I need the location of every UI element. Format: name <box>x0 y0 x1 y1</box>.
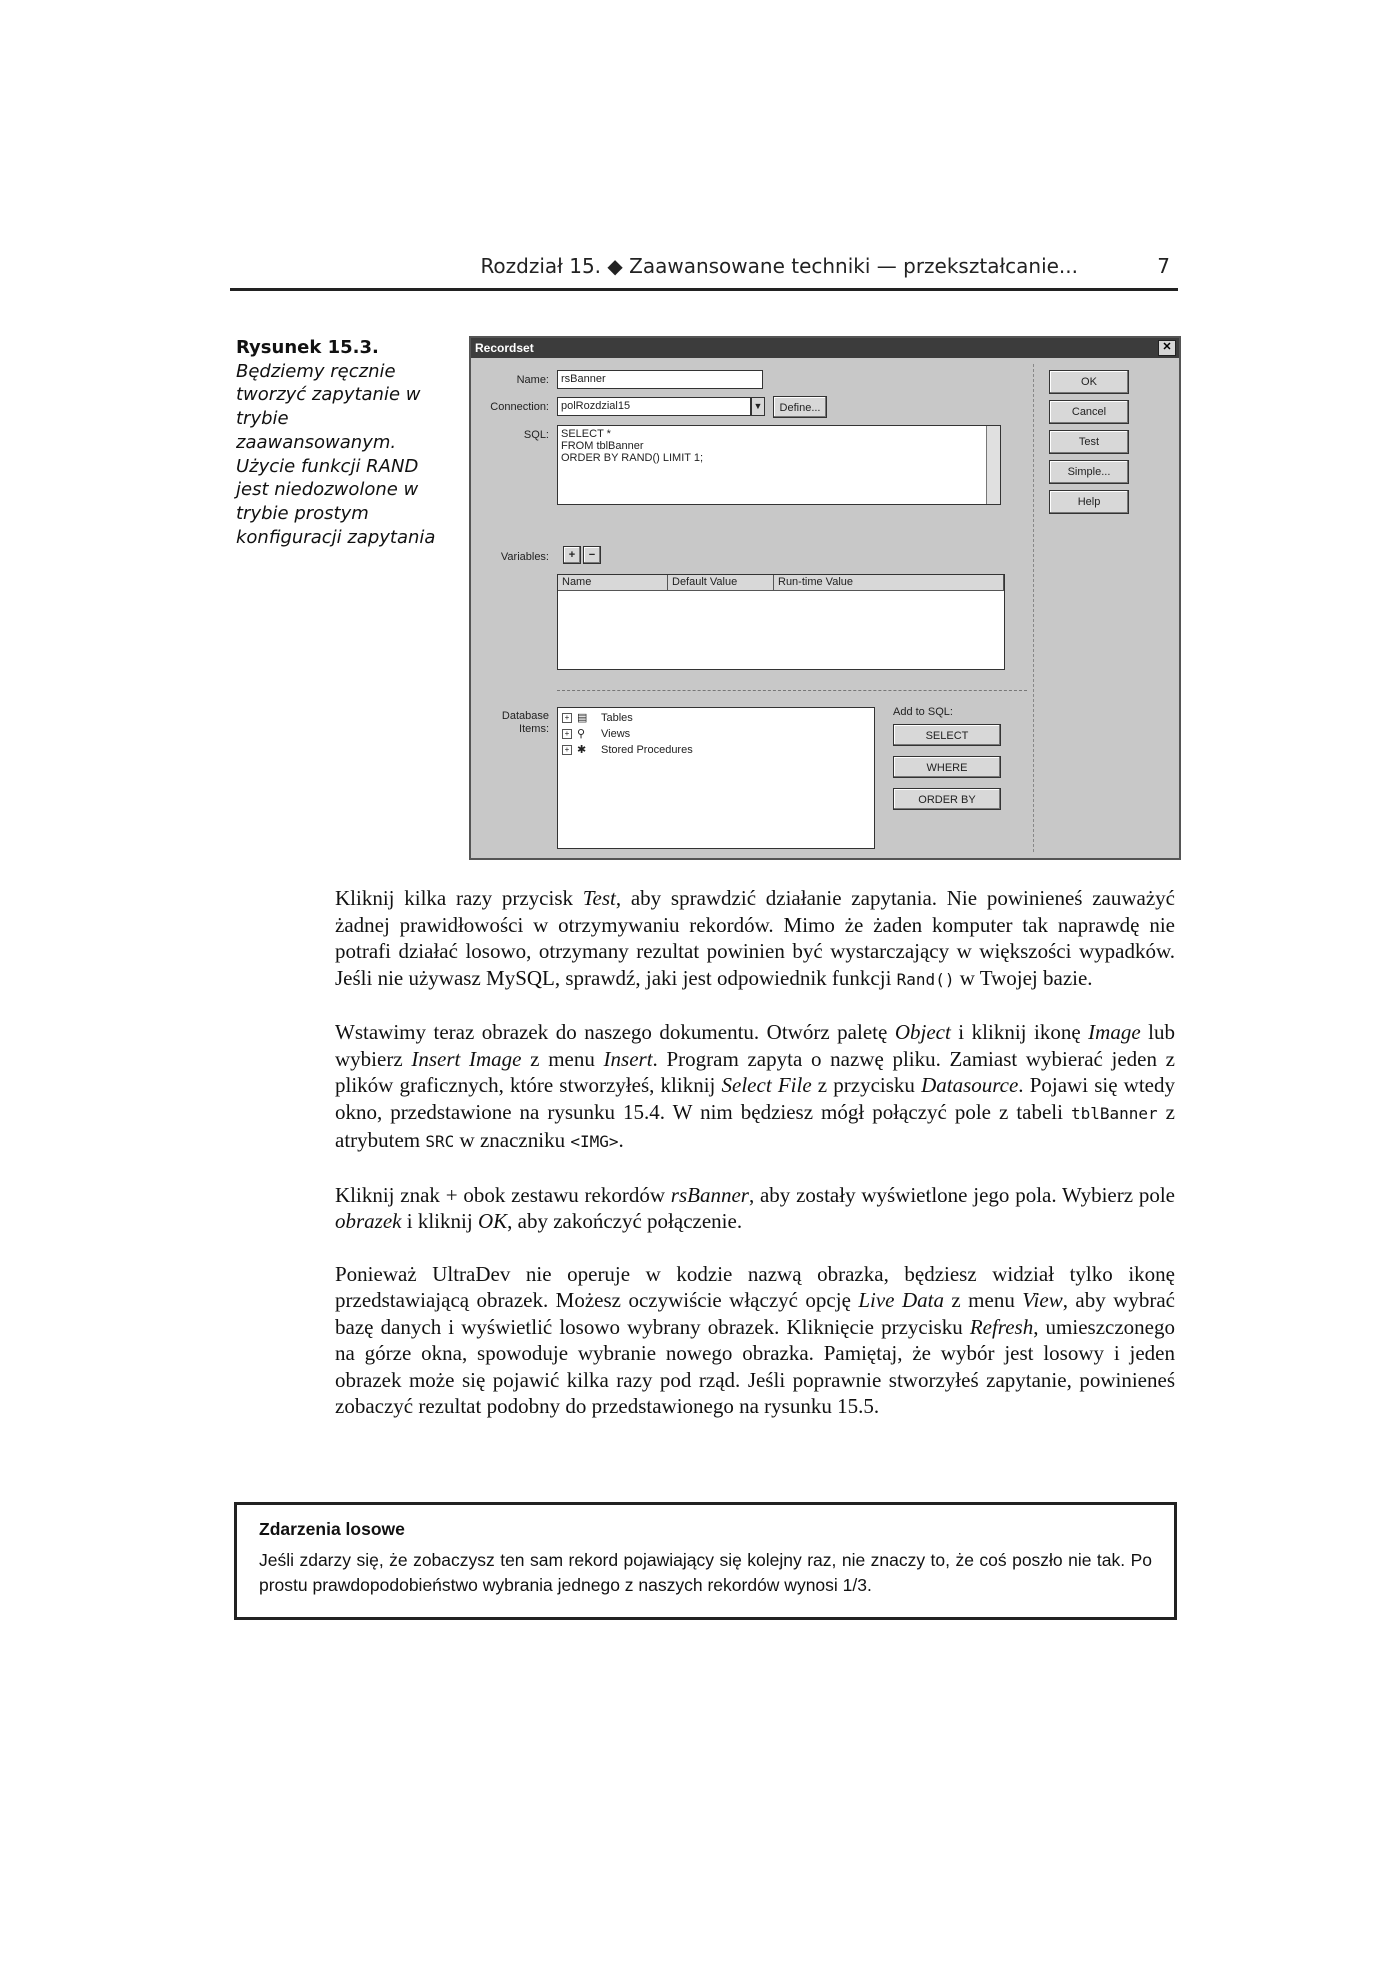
code-text: <IMG> <box>570 1132 619 1151</box>
column-header[interactable]: Run-time Value <box>774 575 1004 591</box>
connection-select[interactable]: polRozdzial15 <box>557 397 751 416</box>
emphasis-text: rsBanner <box>670 1182 749 1207</box>
tree-item-label: Tables <box>601 712 633 724</box>
recordset-dialog <box>469 336 1181 860</box>
note-box <box>234 1502 1177 1620</box>
emphasis-text: Object <box>894 1020 951 1044</box>
procedure-icon: ✱ <box>577 744 587 756</box>
text-run: lub wybierz <box>335 1020 1176 1071</box>
dialog-title: Recordset <box>475 341 534 355</box>
text-run: Kliknij kilka razy przycisk <box>335 886 583 910</box>
expand-icon[interactable]: + <box>562 729 572 739</box>
text-run: . <box>618 1128 624 1152</box>
connection-label: Connection: <box>490 401 549 413</box>
tree-item-label: Views <box>601 728 631 740</box>
emphasis-text: Live Data <box>858 1288 944 1312</box>
note-title: Zdarzenia losowe <box>259 1519 405 1539</box>
close-icon[interactable]: ✕ <box>1158 340 1176 356</box>
expand-icon[interactable]: + <box>562 713 572 723</box>
figure-label: Rysunek 15.3. <box>236 337 379 358</box>
simple-button[interactable]: Simple... <box>1049 460 1129 484</box>
ok-button[interactable]: OK <box>1049 370 1129 394</box>
text-run: . Pojawi się wtedy okno, przedstawione na rysunku 15.4. W nim będziesz mógł połączyć pole z tabeli <box>335 1073 1175 1124</box>
expand-icon[interactable]: + <box>562 745 572 755</box>
note-text: Jeśli zdarzy się, że zobaczysz ten sam rekord pojawiający się kolejny raz, nie znaczy to, że coś poszło nie tak. Po prostu prawdopodobieństwo wybrania jednego z naszych rekordów wynosi 1/3. <box>259 1550 1152 1595</box>
emphasis-text: Refresh <box>969 1314 1034 1339</box>
select-button[interactable]: SELECT <box>893 724 1001 746</box>
tree-item-label: Stored Procedures <box>601 744 693 756</box>
emphasis-text: Image <box>1088 1020 1141 1044</box>
figure-caption <box>236 336 436 549</box>
emphasis-text: Select File <box>721 1073 812 1097</box>
emphasis-text: OK <box>477 1209 508 1233</box>
emphasis-text: Insert Image <box>411 1046 522 1071</box>
body-text <box>335 885 1175 1446</box>
text-run: , aby zostały wyświetlone jego pola. Wybierz pole <box>748 1182 1175 1207</box>
tree-item-views[interactable] <box>562 727 630 741</box>
text-run: Kliknij znak + obok zestawu rekordów <box>335 1182 671 1207</box>
emphasis-text: View <box>1022 1288 1063 1312</box>
emphasis-text: Datasource <box>921 1073 1019 1097</box>
emphasis-text: Insert <box>603 1046 653 1071</box>
text-run: z przycisku <box>811 1073 922 1097</box>
variables-table[interactable] <box>557 574 1005 670</box>
where-button[interactable]: WHERE <box>893 756 1001 778</box>
table-icon: ▤ <box>577 712 588 724</box>
paragraph <box>335 1182 1175 1235</box>
paragraph <box>335 1019 1175 1156</box>
text-run: , aby wybrać bazę danych i wyświetlić losowo wybrany obrazek. Kliknięcie przycisku <box>335 1288 1175 1339</box>
name-label: Name: <box>516 374 549 386</box>
dialog-titlebar <box>471 338 1179 358</box>
paragraph <box>335 885 1175 993</box>
chevron-down-icon[interactable]: ▼ <box>751 397 765 416</box>
paragraph <box>335 1261 1175 1420</box>
view-icon: ⚲ <box>577 728 586 740</box>
page-number: 7 <box>1157 254 1170 278</box>
remove-variable-button[interactable]: − <box>583 546 601 564</box>
database-items-label: Database Items: <box>501 710 549 735</box>
column-header[interactable]: Name <box>558 575 668 591</box>
sql-scrollbar[interactable] <box>986 426 1000 504</box>
text-run: z atrybutem <box>335 1099 1175 1152</box>
chapter-title: Rozdział 15. ◆ Zaawansowane techniki — przekształcanie... <box>480 254 1078 278</box>
figure-caption-text: Będziemy ręcznie tworzyć zapytanie w trybie zaawansowanym. Użycie funkcji RAND jest niedozwolone w trybie prostym konfiguracji zapytania <box>236 360 436 548</box>
name-input[interactable]: rsBanner <box>557 370 763 389</box>
variables-label: Variables: <box>500 551 549 563</box>
text-run: , aby zakończyć połączenie. <box>507 1209 743 1233</box>
text-run: z menu <box>521 1046 604 1071</box>
code-text: Rand() <box>896 969 955 989</box>
vertical-separator <box>1033 364 1034 852</box>
emphasis-text: obrazek <box>335 1209 402 1233</box>
add-to-sql-label: Add to SQL: <box>893 706 953 718</box>
text-run: , aby sprawdzić działanie zapytania. Nie powinieneś zauważyć żadnej prawidłowości w otrzymywaniu rekordów. Mimo że żaden komputer tak naprawdę nie potrafi działać losowo, otrzymany rezultat powinien być wystarczający w większości wypadków. Jeśli nie używasz MySQL, sprawdź, jaki jest odpowiednik funkcji <box>335 886 1175 990</box>
define-button[interactable]: Define... <box>773 396 827 418</box>
code-text: SRC <box>425 1132 455 1151</box>
tree-item-stored-procedures[interactable] <box>562 743 693 757</box>
sql-label: SQL: <box>523 429 549 441</box>
text-run: Wstawimy teraz obrazek do naszego dokumentu. Otwórz paletę <box>335 1020 895 1044</box>
divider <box>557 690 1027 691</box>
emphasis-text: Test <box>582 886 616 910</box>
column-header[interactable]: Default Value <box>668 575 774 591</box>
test-button[interactable]: Test <box>1049 430 1129 454</box>
text-run: w znaczniku <box>454 1128 571 1152</box>
text-run: Ponieważ UltraDev nie operuje w kodzie nazwą obrazka, będziesz widział tylko ikonę przedstawiającą obrazek. Możesz oczywiście włączyć opcję <box>335 1261 1175 1312</box>
add-variable-button[interactable]: + <box>563 546 581 564</box>
help-button[interactable]: Help <box>1049 490 1129 514</box>
text-run: z menu <box>943 1288 1023 1312</box>
sql-textarea[interactable]: SELECT * FROM tblBanner ORDER BY RAND() LIMIT 1; <box>557 425 1001 505</box>
tree-item-tables[interactable] <box>562 711 633 725</box>
text-run: i kliknij <box>401 1209 478 1233</box>
page-header <box>230 252 1178 291</box>
text-run: , umieszczonego na górze okna, spowoduje wybranie nowego obrazka. Pamiętaj, że wybór jest losowy i jeden obrazek może się pojawić kilka razy pod rząd. Jeśli poprawnie stworzyłeś zapytanie, powinieneś zobaczyć rezultat podobny do przedstawionego na rysunku 15.5. <box>335 1314 1176 1418</box>
cancel-button[interactable]: Cancel <box>1049 400 1129 424</box>
orderby-button[interactable]: ORDER BY <box>893 788 1001 810</box>
text-run: . Program zapyta o nazwę pliku. Zamiast wybierać jeden z plików graficznych, które stworzyłeś, kliknij <box>335 1046 1176 1097</box>
code-text: tblBanner <box>1070 1103 1158 1123</box>
database-items-tree[interactable] <box>557 707 875 849</box>
text-run: w Twojej bazie. <box>954 965 1093 990</box>
text-run: i kliknij ikonę <box>950 1020 1089 1044</box>
